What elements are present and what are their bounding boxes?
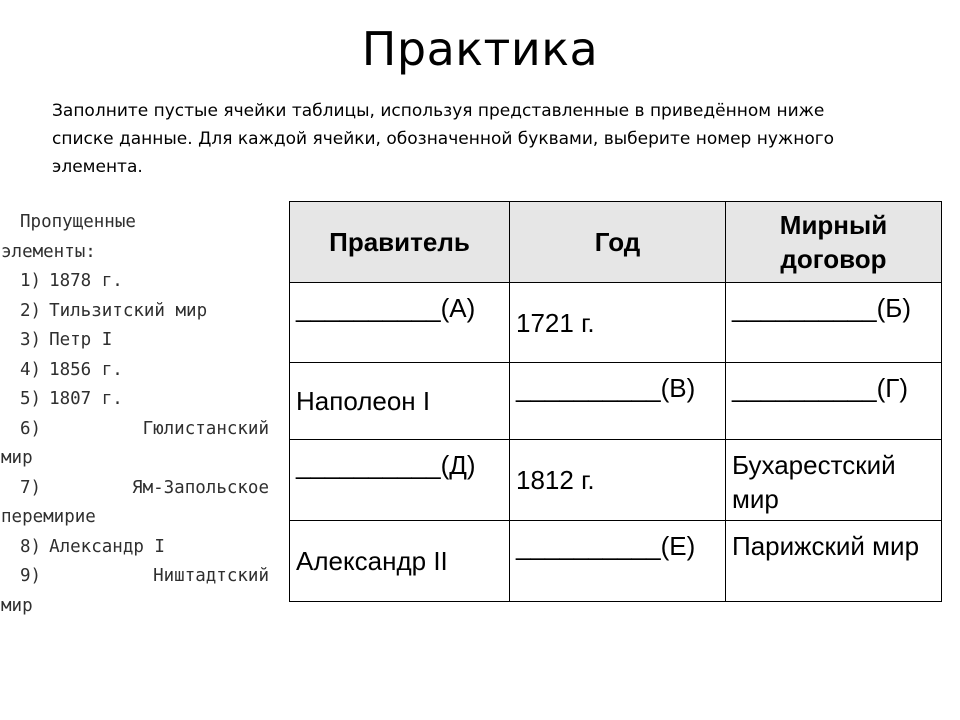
option-item [1, 326, 269, 356]
option-text: Александр I [49, 536, 165, 557]
answer-table [289, 201, 942, 602]
table-row [290, 440, 942, 521]
option-number: 4) [20, 359, 42, 380]
option-item [1, 474, 269, 504]
option-text: Ништадтский [153, 566, 269, 586]
table-cell: __________(Д) [290, 440, 510, 521]
option-text: Ям-Запольское [132, 477, 269, 498]
option-item [1, 385, 269, 415]
option-text: 1878 г. [49, 271, 123, 291]
table-cell: Парижский мир [726, 521, 942, 602]
table-cell: __________(Е) [510, 521, 726, 602]
table-cell: 1812 г. [510, 440, 726, 521]
options-heading-cont: элементы: [1, 241, 96, 262]
option-item [1, 267, 269, 297]
header-year: Год [510, 202, 726, 283]
table-cell: __________(В) [510, 363, 726, 440]
option-item [1, 297, 269, 327]
option-number: 2) [20, 300, 42, 321]
header-treaty: Мирный договор [726, 202, 942, 283]
option-number: 5) [20, 389, 42, 409]
table-cell: __________(Б) [726, 283, 942, 363]
table-cell: Наполеон I [290, 363, 510, 440]
table-header-row [290, 202, 942, 283]
option-number: 6) [20, 418, 42, 439]
option-item [1, 533, 269, 563]
option-text-cont: перемирие [1, 507, 96, 527]
slide-title: Практика [361, 22, 599, 76]
table-cell: 1721 г. [510, 283, 726, 363]
table-cell: __________(А) [290, 283, 510, 363]
option-text: Тильзитский мир [49, 300, 208, 321]
table-cell: Александр II [290, 521, 510, 602]
option-text: Петр I [49, 330, 113, 350]
option-number: 1) [20, 271, 42, 291]
option-text: 1807 г. [49, 389, 123, 409]
table-row [290, 521, 942, 602]
header-ruler: Правитель [290, 202, 510, 283]
options-heading: Пропущенные [20, 212, 136, 232]
table-cell: Бухарестский мир [726, 440, 942, 521]
option-item [1, 562, 269, 592]
option-item [1, 415, 269, 445]
table-row [290, 363, 942, 440]
option-text: Гюлистанский [142, 418, 269, 439]
option-text: 1856 г. [49, 359, 123, 380]
table-cell: __________(Г) [726, 363, 942, 440]
option-item [1, 356, 269, 386]
options-list [1, 208, 269, 621]
option-text-cont: мир [1, 595, 33, 616]
option-number: 8) [20, 536, 42, 557]
option-number: 9) [20, 566, 42, 586]
option-number: 3) [20, 330, 42, 350]
option-text-cont: мир [1, 448, 33, 468]
option-number: 7) [20, 477, 42, 498]
table-row [290, 283, 942, 363]
instruction-text: Заполните пустые ячейки таблицы, используя представленные в приведённом ниже списке данные. Для каждой ячейки, обозначенной буквами, выберите номер нужного элемента. [52, 101, 835, 177]
